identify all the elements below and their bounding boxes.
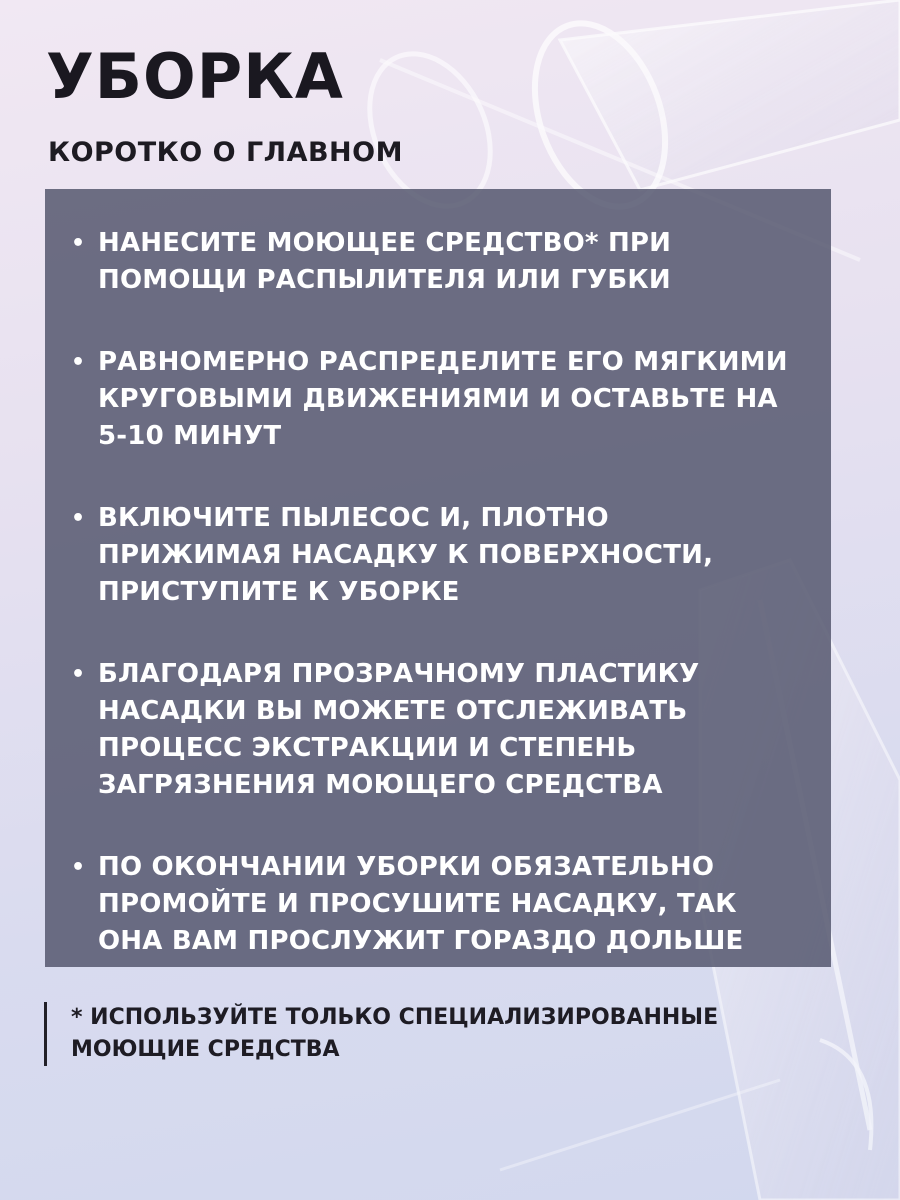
list-item: • БЛАГОДАРЯ ПРОЗРАЧНОМУ ПЛАСТИКУ НАСАДКИ ВЫ МОЖЕТЕ ОТСЛЕЖИВАТЬ ПРОЦЕСС ЭКСТРАКЦИИ И СТЕПЕНЬ ЗАГРЯЗНЕНИЯ МОЮЩЕГО СРЕДСТВА: [71, 656, 801, 804]
list-item: • ВКЛЮЧИТЕ ПЫЛЕСОС И, ПЛОТНО ПРИЖИМАЯ НАСАДКУ К ПОВЕРХНОСТИ, ПРИСТУПИТЕ К УБОРКЕ: [71, 500, 801, 611]
footnote: * ИСПОЛЬЗУЙТЕ ТОЛЬКО СПЕЦИАЛИЗИРОВАННЫЕ МОЮЩИЕ СРЕДСТВА: [44, 1002, 844, 1066]
instructions-panel: [45, 189, 831, 967]
list-item: • РАВНОМЕРНО РАСПРЕДЕЛИТЕ ЕГО МЯГКИМИ КРУГОВЫМИ ДВИЖЕНИЯМИ И ОСТАВЬТЕ НА 5-10 МИНУТ: [71, 344, 801, 455]
page-title: УБОРКА: [46, 40, 344, 113]
page-subtitle: КОРОТКО О ГЛАВНОМ: [48, 137, 403, 168]
list-item: • НАНЕСИТЕ МОЮЩЕЕ СРЕДСТВО* ПРИ ПОМОЩИ РАСПЫЛИТЕЛЯ ИЛИ ГУБКИ: [71, 225, 801, 299]
list-item: • ПО ОКОНЧАНИИ УБОРКИ ОБЯЗАТЕЛЬНО ПРОМОЙТЕ И ПРОСУШИТЕ НАСАДКУ, ТАК ОНА ВАМ ПРОСЛУЖИТ ГОРАЗДО ДОЛЬШЕ: [71, 849, 801, 960]
instructions-list: [71, 225, 801, 960]
